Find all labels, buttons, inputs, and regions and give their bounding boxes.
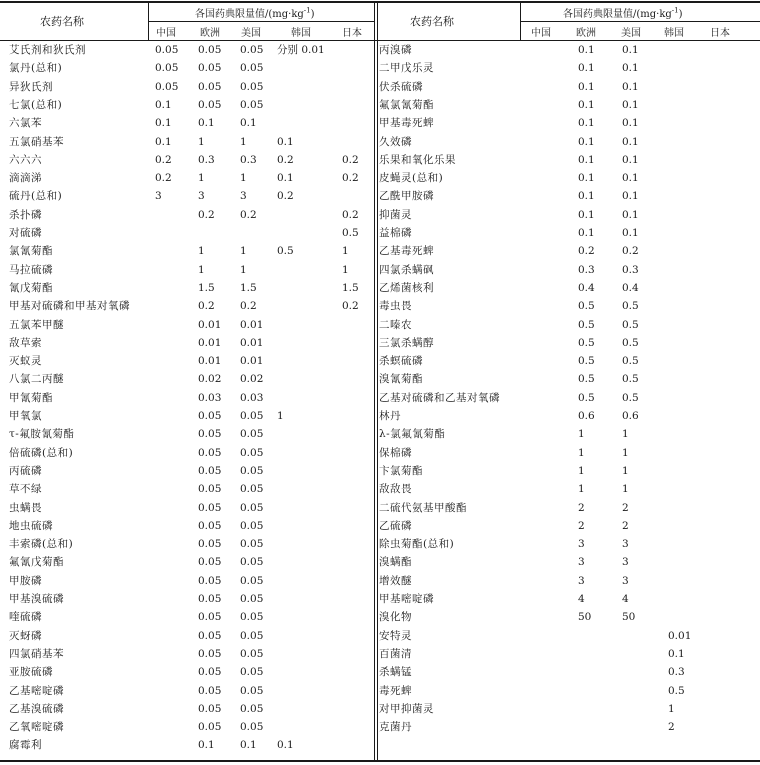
pesticide-name: τ-氟胺氰菊酯 [9,428,75,441]
limit-value-cell: 0.05 [240,574,264,587]
right-country-europe: 欧洲 [576,28,596,39]
limit-value-cell: 3 [578,574,585,587]
limit-value-cell: 3 [622,574,629,587]
limit-value-cell: 0.5 [622,336,639,349]
center-divider-right [377,1,378,761]
limit-value-cell: 1 [342,263,349,276]
limit-value-cell: 0.05 [198,62,222,75]
pesticide-name: 马拉硫磷 [9,263,53,276]
limit-value-cell: 4 [578,593,585,605]
limit-value-cell: 0.05 [240,629,264,642]
limit-value-cell: 0.1 [578,190,595,203]
limit-value-cell: 0.2 [240,300,257,313]
group-label-sup: -1 [671,6,679,15]
pesticide-name: 溴化物 [379,611,412,624]
pesticide-name: 皮蝇灵(总和) [379,172,444,185]
limit-value-cell: 0.1 [198,117,215,130]
limit-value-cell: 1 [622,483,629,496]
limit-value-cell: 0.1 [578,98,595,111]
right-country-china: 中国 [531,28,551,39]
limit-value-cell: 0.1 [622,227,639,239]
limit-value-cell: 0.05 [198,464,222,477]
pesticide-name: 毒死蜱 [379,684,412,697]
limit-value-cell: 0.2 [342,208,359,221]
limit-value-cell: 0.05 [198,446,222,459]
limit-value-cell: 1 [622,428,629,441]
pesticide-name: 杀扑磷 [9,208,42,221]
pesticide-name: 乙硫磷 [379,519,412,532]
limit-value-cell: 0.1 [668,647,685,660]
pesticide-name: 虫螨畏 [9,501,42,514]
limit-value-cell: 0.01 [668,629,692,642]
limit-value-cell: 0.05 [240,410,264,422]
limit-value-cell: 1 [342,245,349,258]
limit-value-cell: 0.2 [342,300,359,313]
limit-value-cell: 0.5 [277,245,294,258]
limit-value-cell: 2 [668,721,675,734]
left-country-china: 中国 [156,28,176,39]
limit-value-cell: 0.05 [240,62,264,75]
left-country-usa: 美国 [241,28,261,39]
limit-value-cell: 0.1 [578,117,595,130]
limit-value-cell: 2 [578,501,585,514]
limit-value-cell: 0.3 [668,666,685,679]
limit-value-cell: 1.5 [198,281,215,294]
limit-value-cell: 3 [578,556,585,569]
limit-value-cell: 0.05 [198,666,222,679]
right-country-usa: 美国 [621,28,641,39]
left-country-japan: 日本 [342,28,362,39]
center-divider-left [374,1,375,761]
limit-value-cell: 0.5 [622,300,639,313]
limit-value-cell: 0.1 [578,208,595,221]
pesticide-name: 乙基嘧啶磷 [9,684,64,697]
limit-value-cell: 0.4 [622,281,639,294]
pesticide-name: 异狄氏剂 [9,80,53,93]
pesticide-name: 氯氰菊酯 [9,245,53,258]
pesticide-name: 伏杀硫磷 [379,80,423,93]
limit-value-cell: 0.05 [240,446,264,459]
pesticide-name: 二嗪农 [379,318,412,331]
limit-value-cell: 0.1 [622,98,639,111]
limit-value-cell: 0.05 [198,684,222,697]
limit-value-cell: 0.1 [622,135,639,148]
limit-value-cell: 0.1 [155,98,172,111]
limit-value-cell: 1 [198,135,205,148]
limit-value-cell: 0.05 [240,684,264,697]
limit-value-cell: 0.05 [240,702,264,715]
pesticide-name: 久效磷 [379,135,412,148]
limit-value-cell: 3 [198,190,205,203]
limit-value-cell: 0.1 [198,739,215,752]
limit-value-cell: 0.3 [578,263,595,276]
pesticide-name: 甲基嘧啶磷 [379,593,434,605]
limit-value-cell: 0.2 [342,172,359,185]
pesticide-name: 乙基毒死蜱 [379,245,434,258]
pesticide-name: 五氯硝基苯 [9,135,64,148]
limit-value-cell: 0.03 [198,391,222,404]
limit-value-cell: 1 [277,410,284,422]
limit-value-cell: 0.1 [578,172,595,185]
limit-value-cell: 1 [240,263,247,276]
bottom-rule [0,760,760,762]
limit-value-cell: 0.01 [198,355,222,368]
limit-value-cell: 0.05 [198,647,222,660]
limit-value-cell: 0.05 [240,721,264,734]
pesticide-name: 六六六 [9,153,42,166]
limit-value-cell: 0.2 [342,153,359,166]
top-rule [0,1,760,3]
limit-value-cell: 3 [622,538,629,551]
limit-value-cell: 0.05 [240,464,264,477]
pesticide-name: 乙基溴硫磷 [9,702,64,715]
limit-value-cell: 0.3 [622,263,639,276]
limit-value-cell: 0.2 [277,190,294,203]
pesticide-name: 三氯杀螨醇 [379,336,434,349]
limit-value-cell: 0.1 [622,208,639,221]
limit-value-cell: 0.1 [622,190,639,203]
pesticide-name: 甲胺磷 [9,574,42,587]
limit-value-cell: 0.05 [240,80,264,93]
limit-value-cell: 1 [622,446,629,459]
limit-value-cell: 0.05 [198,702,222,715]
limit-value-cell: 1 [198,172,205,185]
pesticide-name: 安特灵 [379,629,412,642]
pesticide-name: 倍硫磷(总和) [9,446,74,459]
pesticide-name: 滴滴涕 [9,172,42,185]
limit-value-cell: 0.05 [198,593,222,605]
limit-value-cell: 0.05 [198,721,222,734]
pesticide-name: 五氯苯甲醚 [9,318,64,331]
pesticide-name: 地虫硫磷 [9,519,53,532]
limit-value-cell: 0.05 [240,483,264,496]
limit-value-cell: 3 [578,538,585,551]
limit-value-cell: 0.1 [622,117,639,130]
limit-value-cell: 0.05 [198,483,222,496]
limit-value-cell: 0.5 [578,373,595,386]
limit-value-cell: 0.01 [240,355,264,368]
limit-value-cell: 1 [578,483,585,496]
right-name-header: 农药名称 [410,15,454,28]
limit-value-cell: 50 [578,611,592,624]
limit-value-cell: 0.1 [240,739,257,752]
limit-value-cell: 0.1 [622,172,639,185]
limit-value-cell: 1.5 [240,281,257,294]
pesticide-name: 乙氧嘧啶磷 [9,721,64,734]
limit-value-cell: 0.05 [198,556,222,569]
limit-value-cell: 0.05 [240,519,264,532]
pesticide-name: 杀螟硫磷 [379,355,423,368]
pesticide-name: 甲基溴硫磷 [9,593,64,605]
limit-value-cell: 0.2 [198,300,215,313]
limit-value-cell: 0.1 [622,80,639,93]
limit-value-cell: 1 [240,245,247,258]
limit-value-cell: 0.05 [240,611,264,624]
pesticide-name: 甲氰菊酯 [9,391,53,404]
right-group-header [563,5,683,20]
limit-value-cell: 1 [622,464,629,477]
limit-value-cell: 3 [622,556,629,569]
pesticide-name: 抑菌灵 [379,208,412,221]
limit-value-cell: 0.5 [622,373,639,386]
pesticide-name: 林丹 [379,410,401,422]
group-label-prefix: 各国药典限量值/(mg·kg [195,9,304,20]
limit-value-cell: 0.03 [240,391,264,404]
limit-value-cell: 0.01 [198,318,222,331]
pesticide-name: 灭蚁灵 [9,355,42,368]
pesticide-name: 克菌丹 [379,721,412,734]
limit-value-cell: 0.05 [240,666,264,679]
limit-value-cell: 0.01 [198,336,222,349]
limit-value-cell: 0.1 [578,227,595,239]
limit-value-cell: 0.5 [622,355,639,368]
limit-value-cell: 0.05 [198,519,222,532]
group-label-suffix: ) [678,9,683,20]
pesticide-name: 二甲戊乐灵 [379,62,434,75]
limit-value-cell: 0.5 [342,227,359,239]
limit-value-cell: 4 [622,593,629,605]
pesticide-name: 腐霉利 [9,739,42,752]
limit-value-cell: 0.1 [155,135,172,148]
limit-value-cell: 0.1 [622,44,639,56]
pesticide-name: 溴螨酯 [379,556,412,569]
limit-value-cell: 2 [622,501,629,514]
left-group-underline [149,21,374,22]
limit-value-cell: 0.02 [198,373,222,386]
pesticide-name: 四氯杀螨砜 [379,263,434,276]
limit-value-cell: 0.05 [240,647,264,660]
limit-value-cell: 1 [578,428,585,441]
limit-value-cell: 0.05 [240,501,264,514]
limit-value-cell: 0.2 [240,208,257,221]
pesticide-name: 乙酰甲胺磷 [379,190,434,203]
pesticide-name: 乙烯菌核利 [379,281,434,294]
limit-value-cell: 0.02 [240,373,264,386]
limit-value-cell: 0.05 [198,501,222,514]
pesticide-name: 丰索磷(总和) [9,538,74,551]
right-country-korea: 韩国 [664,28,684,39]
limit-value-cell: 1 [198,263,205,276]
limit-value-cell: 0.1 [578,80,595,93]
limit-value-cell: 0.05 [198,98,222,111]
limit-value-cell: 分别 0.01 [277,44,325,56]
pesticide-name: 益棉磷 [379,227,412,239]
limit-value-cell: 0.05 [198,80,222,93]
right-country-japan: 日本 [710,28,730,39]
right-group-underline [521,21,760,22]
limit-value-cell: 0.1 [622,153,639,166]
limit-value-cell: 0.4 [578,281,595,294]
limit-value-cell: 0.1 [622,62,639,75]
limit-value-cell: 0.1 [578,153,595,166]
limit-value-cell: 0.2 [277,153,294,166]
left-group-header [195,5,315,20]
pesticide-name: 乙基对硫磷和乙基对氧磷 [379,391,500,404]
limit-value-cell: 0.01 [240,336,264,349]
pesticide-name: 六氯苯 [9,117,42,130]
limit-value-cell: 0.05 [240,98,264,111]
limit-value-cell: 0.05 [240,538,264,551]
pesticide-name: 喹硫磷 [9,611,42,624]
pesticide-name: 四氯硝基苯 [9,647,64,660]
pesticide-name: 卞氯菊酯 [379,464,423,477]
pesticide-name: 溴氰菊酯 [379,373,423,386]
limit-value-cell: 0.2 [155,172,172,185]
pesticide-name: 氟氰戊菊酯 [9,556,64,569]
limit-value-cell: 0.5 [578,391,595,404]
left-country-korea: 韩国 [291,28,311,39]
limit-value-cell: 0.05 [198,44,222,56]
pesticide-name: 草不绿 [9,483,42,496]
pesticide-name: 丙溴磷 [379,44,412,56]
limit-value-cell: 3 [240,190,247,203]
pesticide-name: 甲氧氯 [9,410,42,422]
pesticide-name: 八氯二丙醚 [9,373,64,386]
limit-value-cell: 0.1 [578,62,595,75]
limit-value-cell: 0.5 [622,391,639,404]
limit-value-cell: 0.05 [240,44,264,56]
pesticide-name: 乐果和氧化乐果 [379,153,456,166]
group-label-prefix: 各国药典限量值/(mg·kg [563,9,672,20]
limit-value-cell: 1 [198,245,205,258]
pesticide-name: 亚胺硫磷 [9,666,53,679]
limit-value-cell: 0.05 [198,629,222,642]
limit-value-cell: 0.05 [198,538,222,551]
limit-value-cell: 2 [622,519,629,532]
limit-value-cell: 0.2 [578,245,595,258]
limit-value-cell: 0.05 [155,62,179,75]
limit-value-cell: 0.6 [578,410,595,422]
limit-value-cell: 0.5 [622,318,639,331]
limit-value-cell: 0.5 [668,684,685,697]
limit-value-cell: 0.05 [198,428,222,441]
pesticide-name: 硫丹(总和) [9,190,63,203]
pesticide-name: 对硫磷 [9,227,42,239]
pesticide-name: 氰戊菊酯 [9,281,53,294]
pesticide-name: 甲基毒死蜱 [379,117,434,130]
limit-value-cell: 1 [240,172,247,185]
pesticide-name: 对甲抑菌灵 [379,702,434,715]
limit-value-cell: 0.1 [277,739,294,752]
pesticide-name: 敌敌畏 [379,483,412,496]
limit-value-cell: 0.3 [240,153,257,166]
pesticide-name: 二硫代氨基甲酸酯 [379,501,467,514]
pesticide-name: 丙硫磷 [9,464,42,477]
limit-value-cell: 1.5 [342,281,359,294]
limit-value-cell: 0.1 [578,44,595,56]
limit-value-cell: 0.2 [622,245,639,258]
limit-value-cell: 0.1 [240,117,257,130]
limit-value-cell: 0.3 [198,153,215,166]
limit-value-cell: 0.2 [155,153,172,166]
pesticide-name: λ-氯氟氰菊酯 [379,428,446,441]
limit-value-cell: 1 [578,446,585,459]
pesticide-name: 氟氯氰菊酯 [379,98,434,111]
limit-value-cell: 50 [622,611,636,624]
group-label-suffix: ) [310,9,315,20]
left-country-europe: 欧洲 [200,28,220,39]
pesticide-name: 甲基对硫磷和甲基对氧磷 [9,300,130,313]
limit-value-cell: 0.05 [155,44,179,56]
limit-value-cell: 0.1 [578,135,595,148]
limit-value-cell: 0.6 [622,410,639,422]
limit-value-cell: 3 [155,190,162,203]
pesticide-name: 增效醚 [379,574,412,587]
left-name-header: 农药名称 [40,15,84,28]
limit-value-cell: 0.05 [198,574,222,587]
pesticide-name: 除虫菊酯(总和) [379,538,455,551]
limit-value-cell: 0.05 [198,611,222,624]
pesticide-name: 敌草索 [9,336,42,349]
limit-value-cell: 1 [668,702,675,715]
limit-value-cell: 0.1 [277,172,294,185]
pesticide-name: 保棉磷 [379,446,412,459]
limit-value-cell: 0.5 [578,300,595,313]
limit-value-cell: 0.2 [198,208,215,221]
pesticide-name: 毒虫畏 [379,300,412,313]
limit-value-cell: 0.1 [277,135,294,148]
pesticide-name: 氯丹(总和) [9,62,63,75]
pesticide-name: 灭蚜磷 [9,629,42,642]
pesticide-name: 七氯(总和) [9,98,63,111]
limit-value-cell: 0.05 [240,428,264,441]
limit-value-cell: 0.5 [578,336,595,349]
limit-value-cell: 0.1 [155,117,172,130]
limit-value-cell: 0.05 [240,556,264,569]
pesticide-name: 百菌清 [379,647,412,660]
limit-value-cell: 2 [578,519,585,532]
pesticide-name: 艾氏剂和狄氏剂 [9,44,86,56]
limit-value-cell: 1 [578,464,585,477]
limit-value-cell: 0.5 [578,318,595,331]
limit-value-cell: 0.05 [155,80,179,93]
group-label-sup: -1 [303,6,311,15]
limit-value-cell: 0.5 [578,355,595,368]
pesticide-name: 杀螨锰 [379,666,412,679]
limit-value-cell: 1 [240,135,247,148]
limit-value-cell: 0.01 [240,318,264,331]
limit-value-cell: 0.05 [240,593,264,605]
limit-value-cell: 0.05 [198,410,222,422]
